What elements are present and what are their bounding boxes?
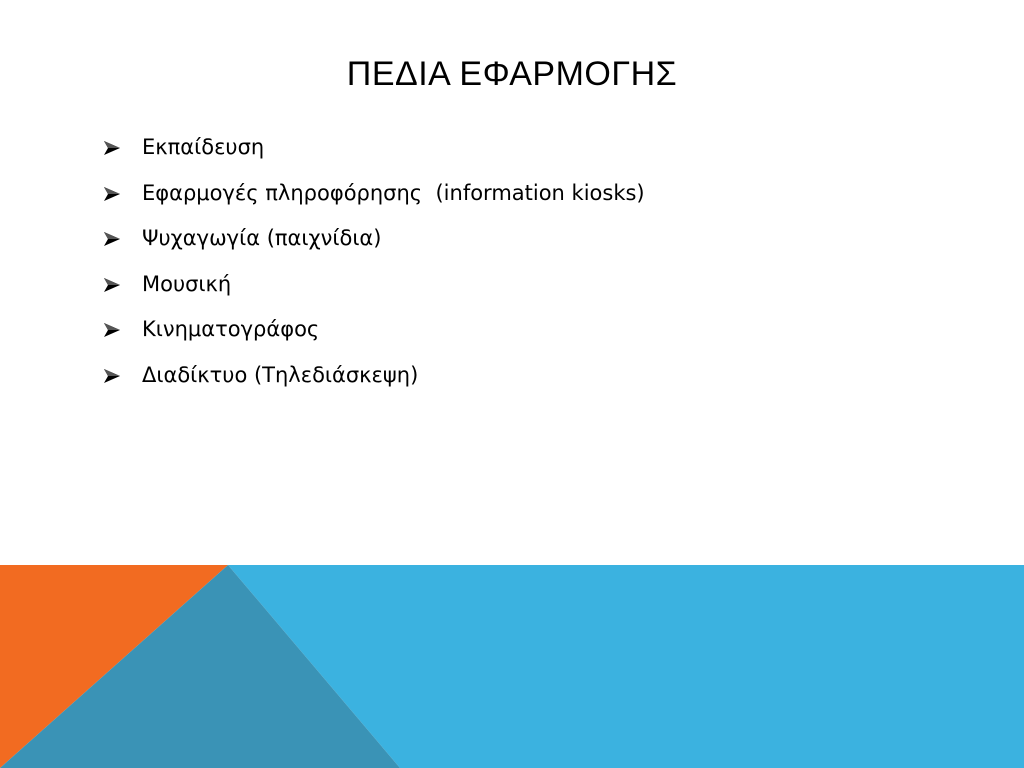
list-item: [100, 125, 960, 171]
list-item: [100, 216, 960, 262]
list-item-text: Μουσική: [142, 271, 232, 296]
list-item: [100, 353, 960, 399]
list-item: [100, 307, 960, 353]
decorative-footer-band: [0, 565, 1024, 768]
arrow-bullet-icon: [104, 278, 120, 292]
list-item: [100, 262, 960, 308]
arrow-bullet-icon: [104, 141, 120, 155]
list-item-text: Εφαρμογές πληροφόρησης (information kiosks): [142, 180, 645, 205]
list-item-text: Ψυχαγωγία (παιχνίδια): [142, 226, 382, 250]
arrow-bullet-icon: [104, 232, 120, 246]
bullet-list: [100, 125, 960, 398]
list-item-text: Διαδίκτυο (Τηλεδιάσκεψη): [142, 362, 419, 387]
slide-title: ΠΕΔΙΑ ΕΦΑΡΜΟΓΗΣ: [346, 55, 678, 93]
arrow-bullet-icon: [104, 187, 120, 201]
arrow-bullet-icon: [104, 323, 120, 337]
list-item-text: Εκπαίδευση: [142, 135, 265, 159]
list-item-text: Κινηματογράφος: [142, 317, 320, 341]
arrow-bullet-icon: [104, 369, 120, 383]
list-item: [100, 171, 960, 217]
